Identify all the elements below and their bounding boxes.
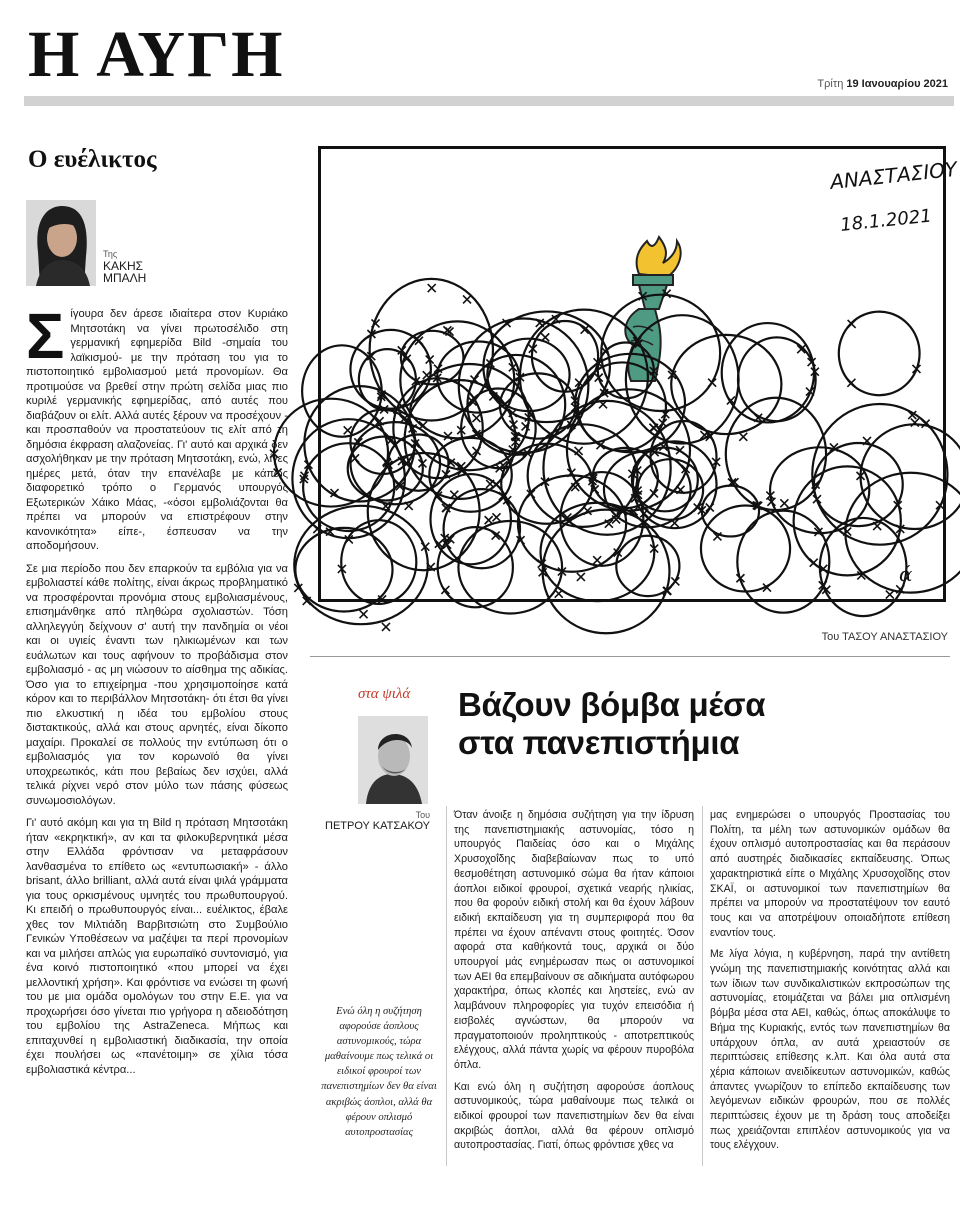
drop-cap: Σ: [26, 300, 65, 372]
article-paragraph: Με λίγα λόγια, η κυβέρνηση, παρά την αντίθετη γνώμη της πανεπιστημιακής κοινότητας αλλά και των ίδιων των συνδικαλιστικών εκπροσώπων της αστυνομίας, ετοιμάζεται να βάλει μια οπλισμένη βόμβα μέσα στα ΑΕΙ, καθώς, όπως αποκάλυψε το Βήμα της Κυριακής, εντός των πανεπιστημίων θα υπάρχουν όπλα, αν αυτά χρειαστούν σε περιπτώσεις επίθεσης κ.λπ. Και όλα αυτά στα χέρια κάποιων ανειδίκευτων αστυνομικών, καθώς άπαντες γνωρίζουν το επίπεδο εκπαίδευσης των λεγόμενων ειδικών φρουρών, που σε πολλές περιπτώσεις έχουν με τη δράση τους αποδείξει πως χρειάζονται επιπλέον αστυνομικούς για να τους ελέγχουν.: [710, 948, 950, 1152]
barb: [382, 623, 390, 631]
author-photo-balli: [26, 200, 96, 286]
section-label: στα ψιλά: [358, 686, 411, 702]
column-title: Ο ευέλικτος: [28, 146, 157, 173]
cartoon-frame: [318, 146, 959, 602]
date-value: 19 Ιανουαρίου 2021: [846, 78, 948, 90]
article-author: ΠΕΤΡΟΥ ΚΑΤΣΑΚΟΥ: [325, 820, 430, 833]
article-headline: [458, 686, 818, 762]
author-portrait-icon: [26, 200, 96, 286]
cartoon-drawing: [321, 149, 959, 599]
cartoon-credit: [822, 631, 948, 643]
article-paragraph: μας ενημερώσει ο υπουργός Προστασίας του Πολίτη, τα μέλη των αστυνομικών ομάδων θα έχουν οπλισμό αυτοπροστασίας και θα περάσουν από αυστηρές διαδικασίες εκπαίδευσης. Όπως χαρακτηριστικά είπε ο Μιχάλης Χρυσοχοΐδης στον ΣΚΑΪ, οι αστυνομικοί των πανεπιστημίων θα πρέπει να μπορούν να προστατέψουν τον εαυτό τους και να αποτρέψουν οποιαδήποτε επίθεση εναντίον τους.: [710, 809, 950, 939]
date-weekday: Τρίτη: [817, 78, 844, 90]
column-byline: [103, 250, 146, 285]
cartoon-corner-mark: ά: [899, 562, 913, 586]
cartoon-credit-name: ΤΑΣΟΥ ΑΝΑΣΤΑΣΙΟΥ: [842, 631, 948, 643]
masthead-rule: [24, 96, 954, 106]
column-body: [26, 300, 288, 1085]
author-first-name: ΚΑΚΗΣ: [103, 258, 144, 273]
article-paragraph: Και ενώ όλη η συζήτηση αφορούσε άοπλους αστυνομικούς, τώρα μαθαίνουμε πως τελικά οι ειδικοί φρουροί των πανεπιστημίων δεν θα είναι ακριβώς άοπλοι, αλλά θα φέρουν οπλισμό αυτοπροστασίας. Γιατί, όπως φρόντισε χθες να: [454, 1080, 694, 1152]
article-column-1: [454, 808, 694, 1160]
byline-prefix: Της: [103, 249, 118, 259]
byline-prefix: Του: [415, 810, 430, 820]
column-rule: [446, 806, 447, 1166]
author-last-name: ΜΠΑΛΗ: [103, 271, 147, 286]
pull-quote: Ενώ όλη η συζήτηση αφορούσε άοπλους αστυνομικούς, τώρα μαθαίνουμε πως τελικά οι ειδικοί φρουροί των πανεπιστημίων δεν θα είναι ακριβώς άοπλοι, αλλά θα φέρουν οπλισμό αυτοπροστασίας: [321, 1006, 437, 1138]
cartoonist-signature: ΑΝΑΣΤΑΣΙΟΥ: [829, 156, 959, 194]
headline-line-2: στα πανεπιστήμια: [458, 724, 740, 761]
column-paragraph-3: Γι' αυτό ακόμη και για τη Bild η πρόταση Μητσοτάκη ήταν «εκρηκτική», αν και τα φιλοκυβερνητικά μέσα στην Ελλάδα φρόντισαν να μεταφράσουν λανθασμένα το επίθετο ως «εντυπωσιακή» - άλλο brisant, άλλο brilliant, αλλά αυτά είναι ψιλά γράμματα για τους ορκισμένους υμνητές του πρωθυπουργού. Κι επειδή ο πρωθυπουργός είναι... ευέλικτος, έβαλε χθες τον Μιλτιάδη Βαρβιτσιώτη στο Συμβούλιο Γενικών Υποθέσεων να μαζέψει τα περί προνομίων και να μιλήσει απλώς για ευρωπαϊκό συντονισμό, για ένα κοινό πιστοποιητικό «που μπορεί να έχει μελλοντική χρήση». Και φρόντισε να ενώσει τη φωνή του με μια ομάδα ομολόγων του στην Ε.Ε. για να προχωρήσει όσο γίνεται πιο γρήγορα η αδειοδότηση του εμβολίου της AstraZeneca. Μήπως και επιταχυνθεί η εμβολιαστική διαδικασία, την οποία έχει πουλήσει ως «πανέτοιμη» σε χίλια τόσα εμβολιαστικά κέντρα...: [26, 817, 288, 1076]
cartoon-date: 18.1.2021: [839, 205, 933, 236]
column-rule: [702, 806, 703, 1166]
article-byline: [322, 810, 430, 833]
article-column-2: [710, 808, 950, 1160]
section-divider: [310, 656, 950, 657]
column-paragraph-1: Σίγουρα δεν άρεσε ιδιαίτερα στον Κυριάκο Μητσοτάκη να γίνει πρωτοσέλιδο στη γερμανική εφημερίδα Bild -σημαία του λαϊκισμού- με την πρόταση του για το πιστοποιητικό εμβολιασμού μετά προνομίων. Θα προτιμούσε να βρεθεί στην πρώτη σελίδα μιας πιο κυριλέ γερμανικής εφημερίδας, από αυτές που διαβάζουν οι ελίτ. Αλλά αυτές ξέρουν να προσέχουν - και προσπαθούν να προστατεύουν τις ελίτ από τη δημόσια έκφραση αλαζονείας. Γι' αυτό και αρχικά δεν ασχολήθηκαν με την πρόταση Μητσοτάκη, ενώ, λίγες ημέρες μετά, όταν την επανέλαβε με κάπως διαφορετικό τρόπο ο Γερμανός υπουργός Εξωτερικών Χάικο Μάας, -«όσοι εμβολιάζονται θα πρέπει να μπορούν να επιστρέφουν στην κανονικότητα» είπε-, έσπευσαν να την αποδομήσουν.: [26, 300, 288, 552]
article-paragraph: Όταν άνοιξε η δημόσια συζήτηση για την ίδρυση της πανεπιστημιακής αστυνομίας, τόσο η υπουργός Παιδείας όσο και ο Μιχάλης Χρυσοχοΐδης διαβεβαίωναν πως το υπό θεσμοθέτηση αστυνομικό σώμα θα ήταν κάποιοι άοπλοι ειδικοί φρουροί, σχετικά νεαρής ηλικίας, που θα φορούν ειδική στολή και θα έχουν λάβουν ειδική εκπαίδευση για τη συμπεριφορά που θα πρέπει να έχουν απέναντι στους φοιτητές. Όσον αφορά στα καθήκοντά τους, αρχικά οι δύο υπουργοί μάς ενημέρωσαν πως οι αστυνομικοί των ΑΕΙ θα επεμβαίνουν σε αδικήματα αυτόφωρου χαρακτήρα, όπως κλοπές και ληστείες, ενώ αν λαμβάνουν πληροφορίες για τυχόν επεισόδια ή εισβολές αγνώστων, θα μπορούν να πραγματοποιούν προληπτικούς - αποτρεπτικούς ελέγχους, αλλά πάντα χωρίς να φέρουν πυροβόλα όπλα.: [454, 809, 694, 1071]
headline-line-1: Βάζουν βόμβα μέσα: [458, 686, 766, 723]
dateline: [817, 78, 948, 90]
newspaper-masthead: Η ΑΥΓΗ: [28, 18, 285, 91]
author-portrait-icon: [358, 716, 428, 804]
barb: [360, 610, 368, 618]
author-photo-katsakos: [358, 716, 428, 804]
cartoon-credit-prefix: Του: [821, 631, 840, 643]
column-paragraph-2: Σε μια περίοδο που δεν επαρκούν τα εμβόλια για να εμβολιαστεί κάθε πολίτης, είναι άκρως προβληματικό να προσφέρονται προνόμια στους εμβολιασμένους, επισημάνθηκε από πληθώρα σχολιαστών. Τόση αλληλεγγύη δείχνουν σ' αυτή την πανδημία οι νέοι και οι υγιείς έναντι των ηλικιωμένων και των ευάλωτων και τους αφήνουν το προβάδισμα στον εμβολιασμό - ας μη νιώσουν το αίσθημα της αδικίας. Όσο για το επιχείρημα -που χρησιμοποίησε κατά κόρον και το περιβάλλον Μητσοτάκη- ότι έτσι θα γίνει πιο ελκυστική η ιδέα του εμβολίου στους διστακτικούς, αλλά και στους αρνητές, είναι δίκοπο μαχαίρι. Προκαλεί σε πολλούς την εντύπωση ότι ο εμβολιασμός για τον κορωνοϊό θα γίνει υποχρεωτικός, κάτι που βεβαίως δεν ισχύει, αλλά τελικά ρίχνει νερό στον μύλο των πάσης φύσεως συνωμοσιολόγων.: [26, 562, 288, 807]
